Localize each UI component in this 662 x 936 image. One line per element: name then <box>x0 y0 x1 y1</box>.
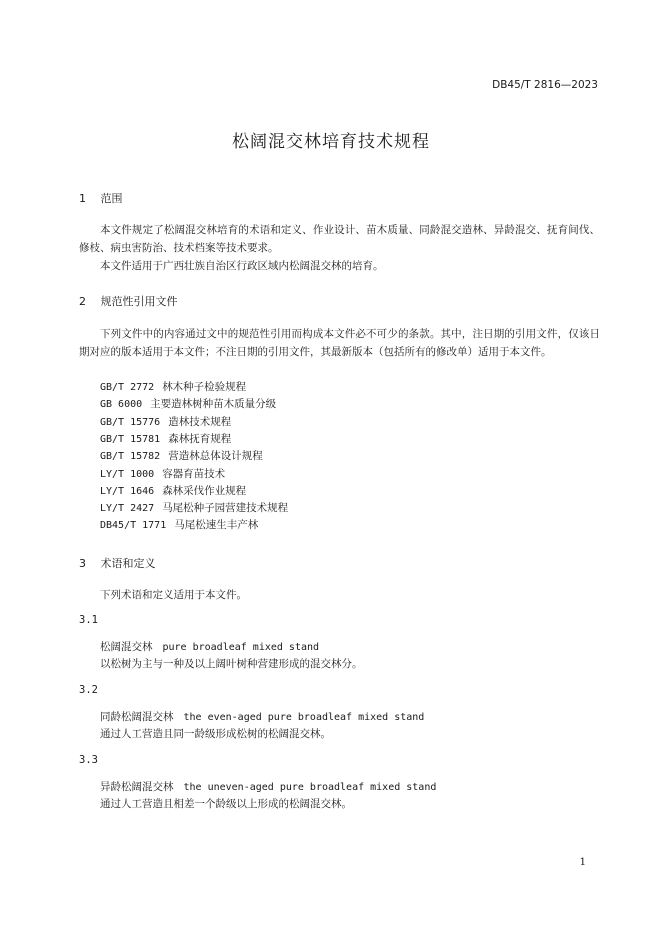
reference-code: LY/T 1646 <box>100 486 155 497</box>
clause-number: 3.2 <box>79 684 98 696</box>
reference-code: GB 6000 <box>100 399 143 410</box>
reference-title: 森林抚育规程 <box>168 433 232 445</box>
reference-code: LY/T 2427 <box>100 503 155 514</box>
clause-number: 3.1 <box>79 614 98 626</box>
term-entry <box>100 709 424 724</box>
term-zh: 异龄松阔混交林 <box>100 781 174 793</box>
section-number: 3 <box>79 557 86 570</box>
reference-title: 造林技术规程 <box>168 416 232 428</box>
reference-item <box>100 517 258 532</box>
reference-item <box>100 483 246 498</box>
reference-item <box>100 414 231 429</box>
section-number: 2 <box>79 295 86 308</box>
reference-item <box>100 448 263 463</box>
section-number: 1 <box>79 192 86 205</box>
reference-code: GB/T 2772 <box>100 382 155 393</box>
document-title: 松阔混交林培育技术规程 <box>232 132 430 152</box>
section-1-heading <box>79 190 123 206</box>
term-entry <box>100 639 319 654</box>
section-title: 规范性引用文件 <box>100 295 178 308</box>
reference-title: 主要造林树种苗木质量分级 <box>150 398 277 410</box>
reference-code: GB/T 15776 <box>100 417 161 428</box>
reference-code: DB45/T 1771 <box>100 520 167 531</box>
reference-item <box>100 431 231 446</box>
reference-title: 容器育苗技术 <box>162 468 226 480</box>
section-3-heading <box>79 555 156 571</box>
term-en: the uneven-aged pure broadleaf mixed stand <box>183 782 437 793</box>
terms-intro: 下列术语和定义适用于本文件。 <box>100 589 247 601</box>
reference-item <box>100 396 276 411</box>
scope-paragraph: 本文件适用于广西壮族自治区行政区域内松阔混交林的培育。 <box>100 260 384 272</box>
term-en: the even-aged pure broadleaf mixed stand <box>183 712 425 723</box>
term-entry <box>100 779 436 794</box>
term-zh: 同龄松阔混交林 <box>100 711 174 723</box>
reference-title: 马尾松速生丰产林 <box>174 519 259 531</box>
section-2-heading <box>79 293 178 309</box>
page-number: 1 <box>579 857 586 868</box>
reference-item <box>100 500 288 515</box>
clause-number: 3.3 <box>79 754 98 766</box>
reference-item <box>100 379 246 394</box>
reference-title: 马尾松种子园营建技术规程 <box>162 502 289 514</box>
term-zh: 松阔混交林 <box>100 641 153 653</box>
term-definition: 通过人工营造且相差一个龄级以上形成的松阔混交林。 <box>100 798 352 810</box>
term-en: pure broadleaf mixed stand <box>162 642 320 653</box>
term-definition: 以松树为主与一种及以上阔叶树种营建形成的混交林分。 <box>100 658 363 670</box>
reference-title: 营造林总体设计规程 <box>168 450 263 462</box>
reference-title: 森林采伐作业规程 <box>162 485 247 497</box>
reference-code: LY/T 1000 <box>100 469 155 480</box>
scope-paragraph: 本文件规定了松阔混交林培育的术语和定义、作业设计、苗木质量、同龄混交造林、异龄混交、抚育间伐、修枝、病虫害防治、技术档案等技术要求。 <box>79 224 600 254</box>
term-definition: 通过人工营造且同一龄级形成松树的松阔混交林。 <box>100 728 331 740</box>
section-title: 术语和定义 <box>100 557 156 570</box>
reference-title: 林木种子检验规程 <box>162 381 247 393</box>
reference-item <box>100 466 225 481</box>
standard-code: DB45/T 2816—2023 <box>492 79 598 91</box>
references-intro: 下列文件中的内容通过文中的规范性引用而构成本文件必不可少的条款。其中，注日期的引用文件，仅该日期对应的版本适用于本文件；不注日期的引用文件，其最新版本（包括所有的修改单）适用于本文件。 <box>79 328 600 358</box>
section-title: 范围 <box>100 192 123 205</box>
reference-code: GB/T 15781 <box>100 434 161 445</box>
reference-code: GB/T 15782 <box>100 451 161 462</box>
